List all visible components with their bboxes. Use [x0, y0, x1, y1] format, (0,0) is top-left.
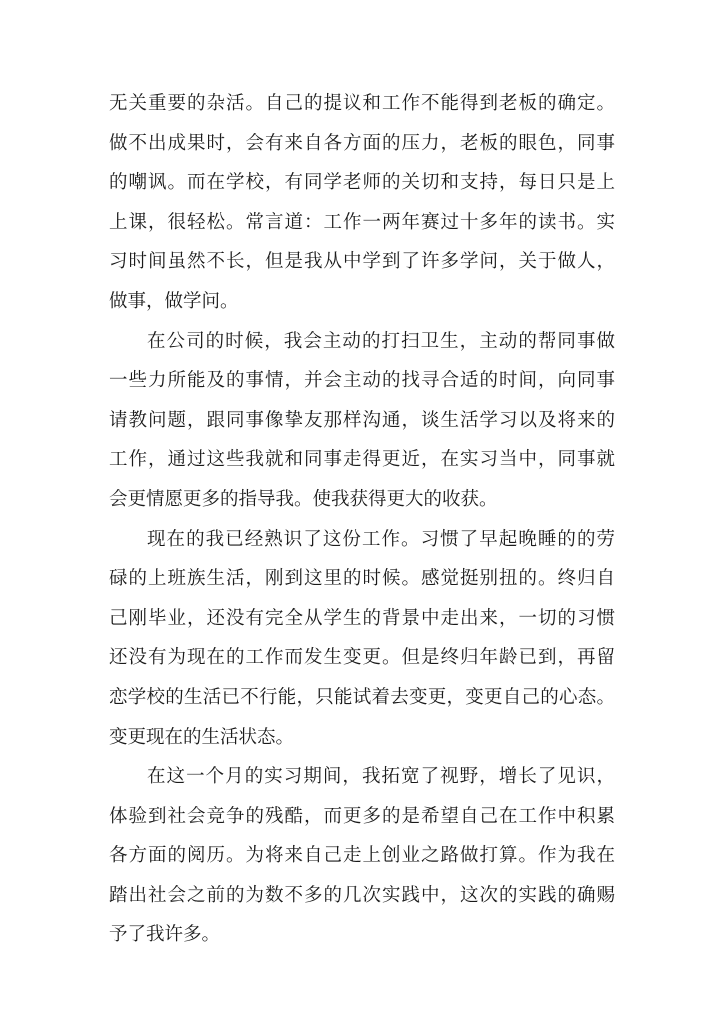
text-line: 请教问题，跟同事像挚友那样沟通，谈生活学习以及将来的 — [109, 409, 615, 431]
text-line: 上课，很轻松。常言道：工作一两年赛过十多年的读书。实 — [109, 211, 615, 233]
text-line: 在这一个月的实习期间，我拓宽了视野，增长了见识， — [147, 766, 615, 788]
text-line: 变更现在的生活状态。 — [109, 726, 295, 748]
text-line: 做事，做学问。 — [109, 290, 239, 312]
text-line: 的嘲讽。而在学校，有同学老师的关切和支持，每日只是上 — [109, 172, 615, 194]
text-line: 己刚毕业，还没有完全从学生的背景中走出来，一切的习惯 — [109, 607, 615, 629]
text-line: 体验到社会竞争的残酷，而更多的是希望自己在工作中积累 — [109, 805, 615, 827]
text-line: 工作，通过这些我就和同事走得更近，在实习当中，同事就 — [109, 449, 615, 471]
text-line: 在公司的时候，我会主动的打扫卫生，主动的帮同事做 — [147, 330, 615, 352]
text-line: 还没有为现在的工作而发生变更。但是终归年龄已到，再留 — [109, 647, 615, 669]
text-line: 做不出成果时，会有来自各方面的压力，老板的眼色，同事 — [109, 132, 615, 154]
paragraph-1 — [109, 84, 615, 322]
text-line: 恋学校的生活已不行能，只能试着去变更，变更自己的心态。 — [109, 686, 615, 708]
paragraph-4 — [109, 757, 615, 955]
paragraph-2 — [109, 322, 615, 520]
document-page — [109, 84, 615, 955]
text-line: 习时间虽然不长，但是我从中学到了许多学问，关于做人， — [109, 251, 615, 273]
paragraph-3 — [109, 520, 615, 758]
text-line: 碌的上班族生活，刚到这里的时候。感觉挺别扭的。终归自 — [109, 568, 615, 590]
text-line: 会更情愿更多的指导我。使我获得更大的收获。 — [109, 488, 498, 510]
text-line: 各方面的阅历。为将来自己走上创业之路做打算。作为我在 — [109, 845, 615, 867]
text-line: 予了我许多。 — [109, 924, 221, 946]
text-line: 一些力所能及的事情，并会主动的找寻合适的时间，向同事 — [109, 370, 615, 392]
text-line: 踏出社会之前的为数不多的几次实践中，这次的实践的确赐 — [109, 884, 615, 906]
text-line: 无关重要的杂活。自己的提议和工作不能得到老板的确定。 — [109, 93, 615, 114]
text-line: 现在的我已经熟识了这份工作。习惯了早起晚睡的的劳 — [147, 528, 615, 550]
